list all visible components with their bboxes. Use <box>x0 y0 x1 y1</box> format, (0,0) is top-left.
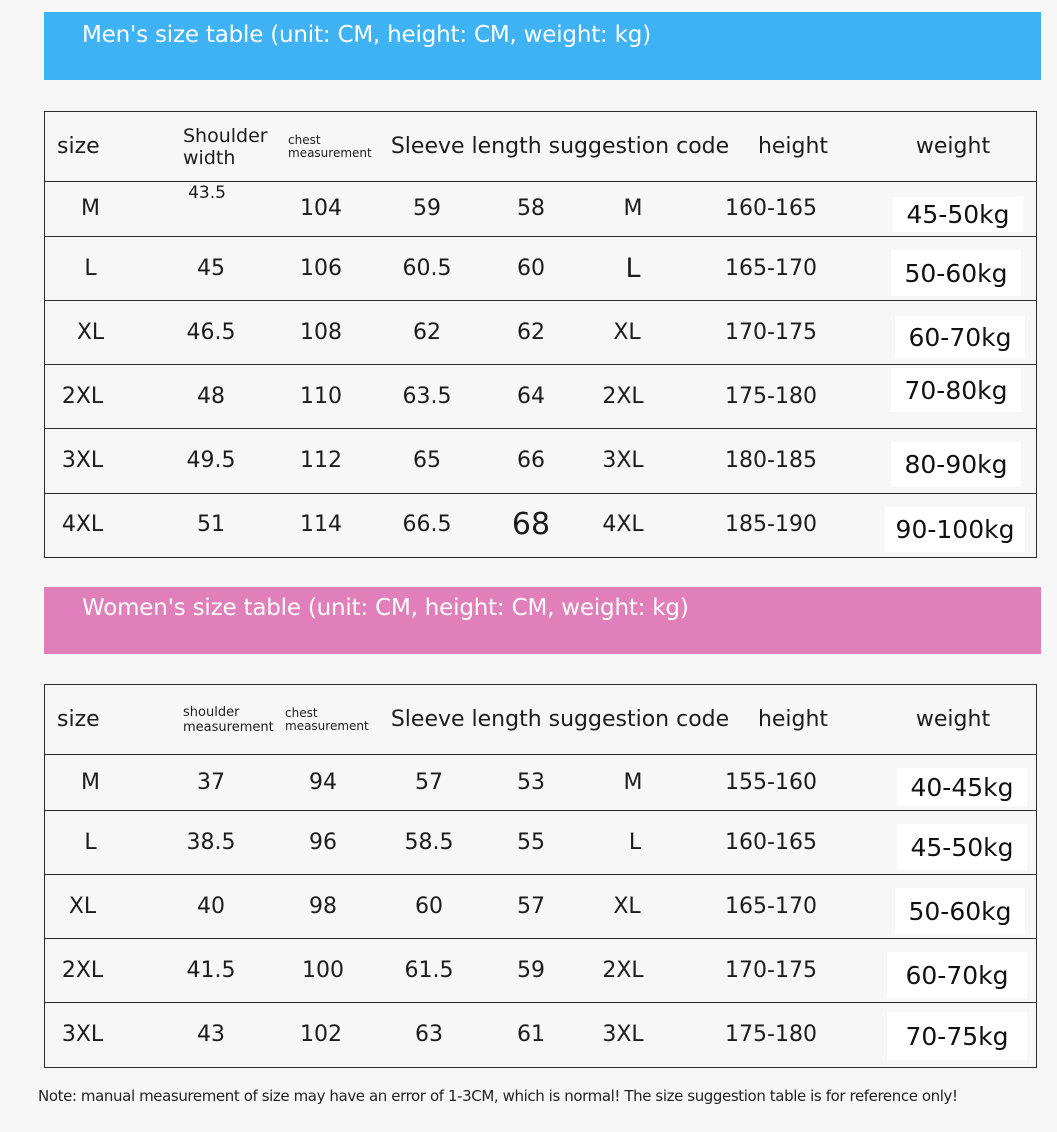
size-cell: 3XL <box>61 1021 104 1047</box>
size-cell: XL <box>76 319 105 345</box>
header-shoulder: Shoulder width <box>183 124 268 169</box>
chest-cell: 102 <box>300 1021 342 1047</box>
chest-cell: 106 <box>300 255 342 281</box>
table-header-row <box>45 112 1036 182</box>
sleeve-cell-2: 62 <box>517 319 545 345</box>
sleeve-cell: 61.5 <box>404 957 454 983</box>
men-size-table-banner <box>44 12 1041 80</box>
shoulder-cell: 41.5 <box>186 957 236 983</box>
weight-cell: 50-60kg <box>895 888 1025 934</box>
sleeve-cell: 60 <box>415 893 443 919</box>
size-cell: L <box>84 829 97 855</box>
code-cell: L <box>628 829 642 855</box>
chest-cell: 108 <box>300 319 342 345</box>
table-row <box>45 428 1036 494</box>
table-row <box>45 300 1036 365</box>
size-cell: M <box>81 196 100 221</box>
weight-cell: 70-80kg <box>891 368 1021 412</box>
weight-cell: 40-45kg <box>897 768 1027 806</box>
chest-cell: 100 <box>302 957 344 983</box>
sleeve-cell-2: 61 <box>517 1021 545 1047</box>
shoulder-cell: 40 <box>197 893 225 919</box>
table-row <box>45 236 1036 301</box>
women-banner-title: Women's size table (unit: CM, height: CM, weight: kg) <box>82 595 689 621</box>
table-row <box>45 938 1036 1003</box>
height-cell: 165-170 <box>725 255 817 281</box>
shoulder-cell: 43.5 <box>188 183 226 203</box>
sleeve-cell: 63 <box>415 1021 443 1047</box>
sleeve-cell: 66.5 <box>402 512 452 537</box>
header-sleeve: Sleeve length suggestion code <box>390 707 730 732</box>
sleeve-cell: 63.5 <box>402 383 452 409</box>
header-weight: weight <box>915 134 991 159</box>
shoulder-cell: 37 <box>197 769 225 795</box>
weight-cell: 45-50kg <box>893 197 1023 232</box>
sleeve-cell-2: 53 <box>517 769 545 795</box>
weight-cell: 60-70kg <box>895 316 1025 358</box>
header-shoulder: shoulder measurement <box>183 704 274 735</box>
weight-cell: 60-70kg <box>887 952 1027 998</box>
code-cell: M <box>623 769 643 795</box>
size-cell: 2XL <box>61 383 104 409</box>
women-size-table <box>44 684 1037 1068</box>
code-cell: 2XL <box>602 957 644 983</box>
sleeve-cell: 65 <box>413 448 441 473</box>
height-cell: 165-170 <box>725 893 817 919</box>
shoulder-cell: 51 <box>197 512 225 537</box>
code-cell: 3XL <box>602 1021 644 1047</box>
chest-cell: 112 <box>300 448 342 473</box>
header-sleeve: Sleeve length suggestion code <box>390 134 730 159</box>
header-height: height <box>757 134 829 159</box>
sleeve-cell: 58.5 <box>404 829 454 855</box>
size-cell: 3XL <box>61 448 104 473</box>
height-cell: 170-175 <box>725 957 817 983</box>
code-cell: M <box>623 196 643 221</box>
table-row <box>45 181 1036 237</box>
shoulder-cell: 49.5 <box>186 448 236 473</box>
sleeve-cell-2: 59 <box>517 957 545 983</box>
sleeve-cell: 62 <box>413 319 441 345</box>
height-cell: 185-190 <box>725 512 817 537</box>
sleeve-cell: 59 <box>413 196 441 221</box>
men-banner-title: Men's size table (unit: CM, height: CM, weight: kg) <box>82 22 651 48</box>
header-size: size <box>57 134 100 159</box>
header-size: size <box>57 707 100 732</box>
shoulder-cell: 43 <box>197 1021 225 1047</box>
height-cell: 180-185 <box>725 448 817 473</box>
sleeve-cell: 60.5 <box>402 255 452 281</box>
code-cell: 3XL <box>602 448 644 473</box>
header-weight: weight <box>915 707 991 732</box>
sleeve-cell-2: 68 <box>511 507 551 542</box>
header-height: height <box>757 707 829 732</box>
men-size-table <box>44 111 1037 558</box>
table-row <box>45 754 1036 811</box>
code-cell: XL <box>613 319 641 345</box>
shoulder-cell: 48 <box>197 383 225 409</box>
footnote: Note: manual measurement of size may have an error of 1-3CM, which is normal! The size suggestion table is for reference only! <box>38 1087 958 1105</box>
table-row <box>45 810 1036 875</box>
height-cell: 160-165 <box>725 196 817 221</box>
sleeve-cell: 57 <box>415 769 443 795</box>
size-cell: L <box>84 255 97 281</box>
chest-cell: 96 <box>309 829 337 855</box>
code-cell: 2XL <box>602 383 644 409</box>
sleeve-cell-2: 64 <box>517 383 545 409</box>
sleeve-cell-2: 66 <box>517 448 545 473</box>
weight-cell: 50-60kg <box>891 250 1021 296</box>
table-row <box>45 1002 1036 1066</box>
height-cell: 175-180 <box>725 383 817 409</box>
chest-cell: 104 <box>300 196 342 221</box>
shoulder-cell: 38.5 <box>186 829 236 855</box>
sleeve-cell-2: 60 <box>517 255 545 281</box>
weight-cell: 45-50kg <box>897 824 1027 870</box>
table-row <box>45 364 1036 429</box>
height-cell: 155-160 <box>725 769 817 795</box>
header-chest: chest measurement <box>288 132 372 160</box>
sleeve-cell-2: 57 <box>517 893 545 919</box>
women-size-table-banner <box>44 587 1041 654</box>
sleeve-cell-2: 55 <box>517 829 545 855</box>
height-cell: 170-175 <box>725 319 817 345</box>
height-cell: 175-180 <box>725 1021 817 1047</box>
table-row <box>45 493 1036 556</box>
code-cell: 4XL <box>602 512 644 537</box>
weight-cell: 80-90kg <box>891 442 1021 487</box>
code-cell: L <box>625 252 641 284</box>
size-cell: M <box>81 769 100 795</box>
weight-cell: 90-100kg <box>885 507 1025 552</box>
size-cell: XL <box>68 893 97 919</box>
code-cell: XL <box>613 893 641 919</box>
size-cell: 2XL <box>61 957 104 983</box>
sleeve-cell-2: 58 <box>517 196 545 221</box>
chest-cell: 114 <box>300 512 342 537</box>
size-cell: 4XL <box>61 512 104 537</box>
table-header-row <box>45 685 1036 755</box>
chest-cell: 94 <box>309 769 337 795</box>
chest-cell: 110 <box>300 383 342 409</box>
table-row <box>45 874 1036 939</box>
header-chest: chest measurement <box>285 705 369 733</box>
shoulder-cell: 46.5 <box>186 319 236 345</box>
height-cell: 160-165 <box>725 829 817 855</box>
shoulder-cell: 45 <box>197 255 225 281</box>
chest-cell: 98 <box>309 893 337 919</box>
weight-cell: 70-75kg <box>887 1012 1027 1060</box>
